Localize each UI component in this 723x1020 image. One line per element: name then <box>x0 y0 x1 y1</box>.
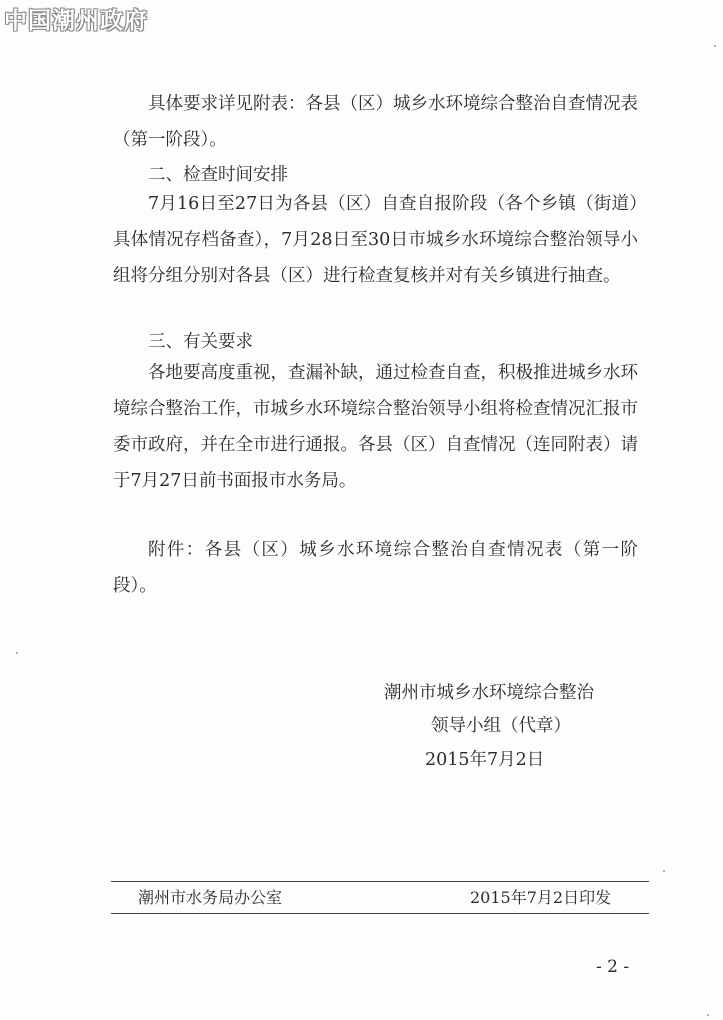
footer-issuer: 潮州市水务局办公室 <box>138 888 283 907</box>
heading-schedule: 二、检查时间安排 <box>148 165 288 185</box>
paragraph-schedule: 7月16日至27日为各县（区）自查自报阶段（各个乡镇（街道）具体情况存档备查），7月28日至30日市城乡水环境综合整治领导小组将分组分别对各县（区）进行检查复核并对有关乡镇进行抽查。 <box>113 194 638 286</box>
signature-date: 2015年7月2日 <box>425 750 545 770</box>
scan-speck <box>16 652 18 654</box>
heading-requirements: 三、有关要求 <box>148 332 253 352</box>
paragraph-requirements-detail: 各地要高度重视，查漏补缺，通过检查自查，积极推进城乡水环境综合整治工作，市城乡水环境综合整治领导小组将检查情况汇报市委市政府，并在全市进行通报。各县（区）自查情况（连同附表）请于7月27日前书面报市水务局。 <box>113 363 638 491</box>
body-section <box>113 186 638 294</box>
signature-org-line1: 潮州市城乡水环境综合整治 <box>384 683 594 703</box>
scan-speck <box>663 870 665 872</box>
body-section <box>113 86 638 158</box>
footer-issue-date: 2015年7月2日印发 <box>470 888 612 907</box>
signature-org-line2: 领导小组（代章） <box>431 716 571 736</box>
page-number: - 2 - <box>596 957 630 977</box>
body-section <box>113 532 638 604</box>
footer-divider-bottom <box>111 913 649 914</box>
scan-speck <box>707 1014 709 1016</box>
paragraph-attachment: 附件：各县（区）城乡水环境综合整治自查情况表（第一阶段）。 <box>113 540 638 596</box>
watermark-logo: 中国潮州政府 <box>4 7 148 34</box>
scan-speck <box>714 45 716 47</box>
body-section <box>113 355 638 499</box>
footer-divider-top <box>111 881 649 882</box>
paragraph-requirements: 具体要求详见附表：各县（区）城乡水环境综合整治自查情况表（第一阶段）。 <box>113 94 638 150</box>
